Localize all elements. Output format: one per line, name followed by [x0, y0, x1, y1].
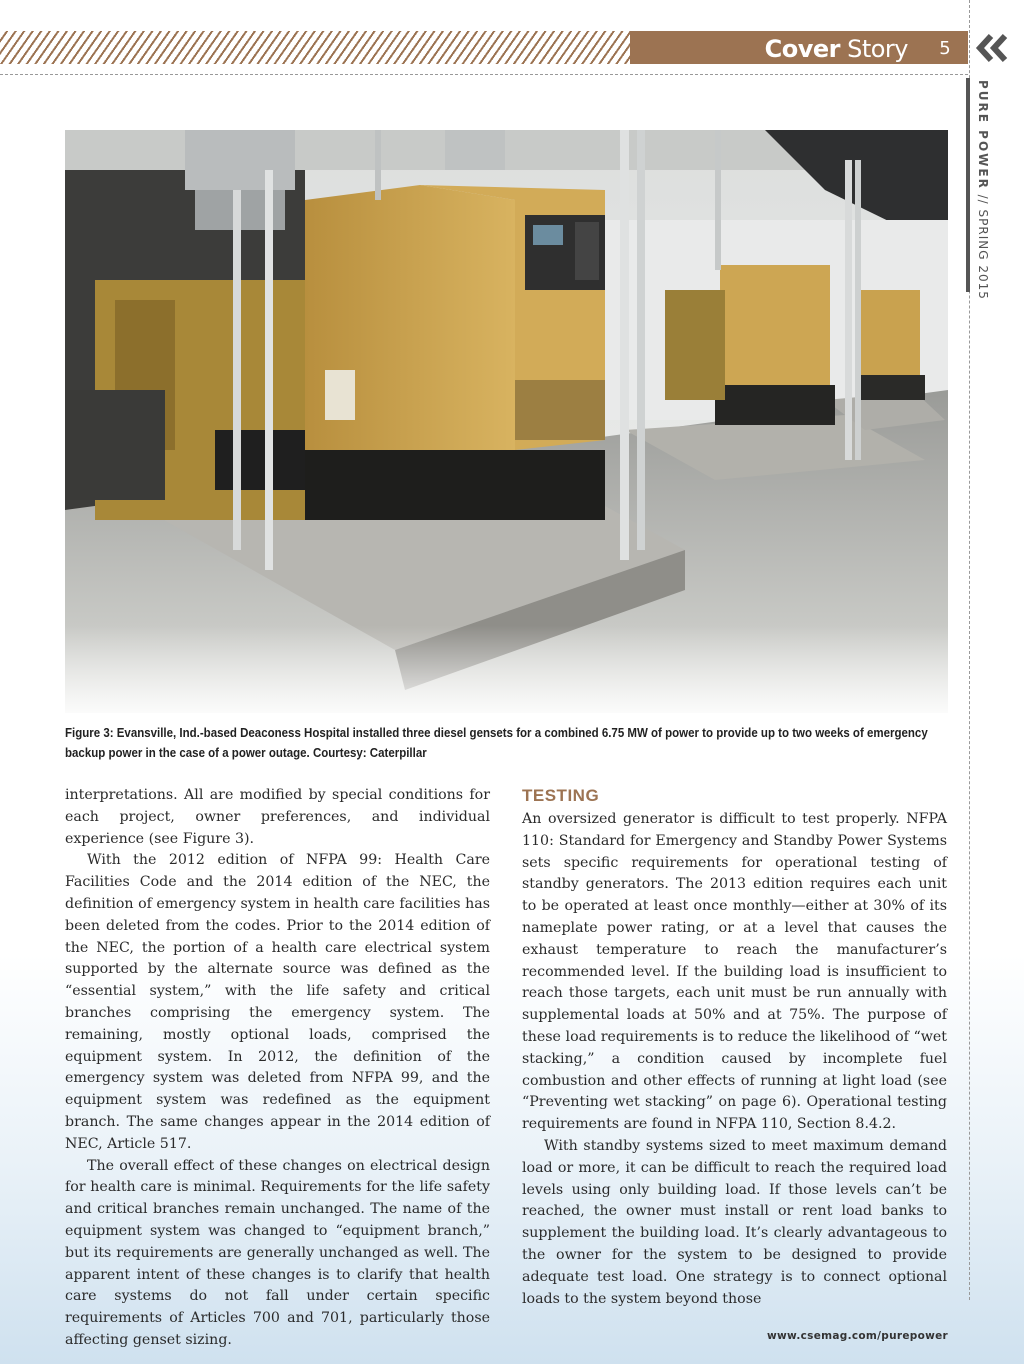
sidebar-accent-bar [966, 78, 970, 292]
publication-issue: // SPRING 2015 [976, 189, 990, 300]
left-text-column [65, 785, 490, 1352]
section-title-bold: Cover [764, 35, 840, 63]
header-divider [0, 74, 968, 75]
publication-sidebar [976, 80, 990, 300]
section-title-light: Story [839, 35, 908, 63]
left-paragraph-1: interpretations. All are modified by special conditions for each project, owner preferences, and individual experience (see Figure 3). [65, 787, 490, 847]
right-paragraph-2: With standby systems sized to meet maximum demand load or more, it can be difficult to reach the required load levels using only building load. If those levels can’t be reached, the owner must install or rent load banks to supplement the building load. It’s clearly advantageous to the owner for the system to be designed to provide adequate test load. One strategy is to connect optional loads to the system beyond those [522, 1137, 947, 1307]
section-title [640, 31, 908, 64]
genset-photo [65, 130, 948, 713]
figure-caption: Figure 3: Evansville, Ind.-based Deaconess Hospital installed three diesel gensets for a combined 6.75 MW of power to provide up to two weeks of emergency backup power in the case of a power outage. Courtesy: Caterpillar [65, 726, 928, 760]
right-text-column [522, 786, 947, 1310]
right-paragraph-1: An oversized generator is difficult to test properly. NFPA 110: Standard for Emergency and Standby Power Systems sets specific requirements for operational testing of standby generators. The 2013 edition requires each unit to be operated at least once monthly—either at 30% of its nameplate power rating, or at a level that causes the exhaust temperature to reach the manufacturer’s recommended level. If the building load is insufficient to reach those targets, each unit must be run annually with supplemental loads at 50% and at 75%. The purpose of these load requirements is to reduce the likelihood of “wet stacking,” a condition caused by incomplete fuel combustion and other effects of running at light load (see “Preventing wet stacking” on page 6). Operational testing requirements are found in NFPA 110, Section 8.4.2. [522, 811, 947, 1133]
left-paragraph-3: The overall effect of these changes on electrical design for health care is minimal. Requirements for the life safety and critical branches remain unchanged. The name of the equipment system was changed to “equipment branch,” but its requirements are generally unchanged as well. The apparent intent of these changes is to clarify that health care systems do not fall under certain specific requirements of Articles 700 and 701, particularly those affecting genset sizing. [65, 1157, 490, 1348]
left-paragraph-2: With the 2012 edition of NFPA 99: Health Care Facilities Code and the 2014 edition of the NEC, the definition of emergency system in health care facilities has been deleted from the codes. Prior to the 2014 edition of the NEC, the portion of a health care electrical system supported by the alternate source was defined as the “essential system,” with the life safety and critical branches comprising the emergency system. The remaining, mostly optional loads, comprised the equipment system. In 2012, the definition of the emergency system was deleted from NFPA 99, and the equipment system was redefined as the equipment branch. The same changes appear in the 2014 edition of NEC, Article 517. [65, 852, 490, 1152]
section-heading-testing: TESTING [522, 786, 600, 805]
publication-name: PURE POWER [976, 80, 990, 190]
page-number: 5 [939, 38, 951, 59]
footer-url[interactable]: www.csemag.com/purepower [767, 1330, 948, 1342]
double-chevron-left-icon [974, 33, 1010, 63]
